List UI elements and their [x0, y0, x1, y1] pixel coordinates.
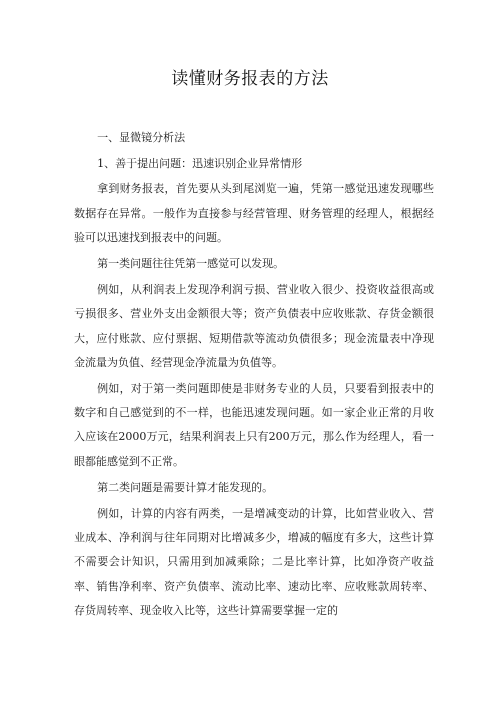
- subsection-heading: 1、善于提出问题：迅速识别企业异常情形: [97, 157, 303, 171]
- paragraph-intro: 拿到财务报表，首先要从头到尾浏览一遍，凭第一感觉迅速发现哪些数据存在异常。一般作为直接参与经营管理、财务管理的经理人，根据经验可以迅速找到报表中的问题。: [74, 182, 434, 244]
- paragraph-first-type-example: 例如，从利润表上发现净利润亏损、营业收入很少、投资收益很高或亏损很多、营业外支出金额很大等；资产负债表中应收账款、存货金额很大，应付账款、应付票据、短期借款等流动负债很多；现金流量表中净现金流量为负值、经营现金净流量为负值等。: [74, 283, 434, 369]
- paragraph-first-type: 第一类问题往往凭第一感觉可以发现。: [97, 257, 285, 271]
- paragraph-second-type-example: 例如，计算的内容有两类，一是增减变动的计算，比如营业收入、营业成本、净利润与往年同期对比增减多少，增减的幅度有多大，这些计算不需要会计知识，只需用到加减乘除；二是比率计算，比如净资产收益率、销售净利率、资产负债率、流动比率、速动比率、应收账款周转率、存货周转率、现金收入比等，这些计算需要掌握一定的: [74, 507, 434, 617]
- paragraph-first-type-note: 例如，对于第一类问题即使是非财务专业的人员，只要看到报表中的数字和自己感觉到的不一样，也能迅速发现问题。如一家企业正常的月收入应该在2000万元，结果利润表上只有200万元，那么作为经理人，看一眼都能感觉到不正常。: [74, 382, 434, 468]
- document-title: 读懂财务报表的方法: [171, 69, 329, 89]
- document-body: [74, 126, 434, 623]
- section-heading: 一、显微镜分析法: [97, 131, 186, 144]
- paragraph-second-type: 第二类问题是需要计算才能发现的。: [97, 480, 274, 494]
